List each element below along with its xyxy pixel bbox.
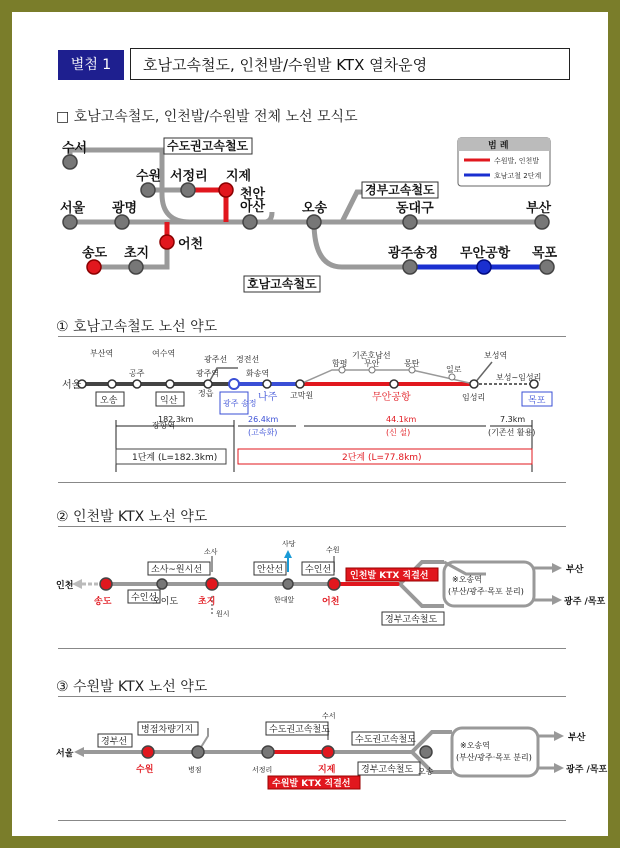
station-marker-mokpo xyxy=(540,260,554,274)
s2-marker-oido xyxy=(157,579,167,589)
s2-label-busan: 부산 xyxy=(566,565,584,575)
s3-label-seoul: 서울 xyxy=(56,749,74,759)
s1-dist-1: 182.3km xyxy=(158,415,194,424)
s3-marker-suwon xyxy=(142,746,154,758)
label-gwangmyeong: 광명 xyxy=(112,201,138,216)
label-eocheon: 어천 xyxy=(178,237,204,252)
station-marker-seoul xyxy=(63,215,77,229)
label-osong: 오송 xyxy=(302,201,328,216)
s1-dist-3-note: (신 설) xyxy=(386,428,411,437)
s2-marker-joji xyxy=(206,578,218,590)
station-marker-osong xyxy=(307,215,321,229)
s2-label-osong-note1: ※오송역 xyxy=(452,575,482,584)
label-muangonghang: 무안공항 xyxy=(460,246,511,261)
station-marker-gwangmyeong xyxy=(115,215,129,229)
overall-network-diagram xyxy=(12,12,608,312)
station-marker-dongdaegu xyxy=(403,215,417,229)
s3-label-osong: 오송 xyxy=(418,767,434,776)
s1-marker-iksan xyxy=(166,380,174,388)
s2-label-sadang: 사당 xyxy=(282,540,296,548)
document-title: 호남고속철도, 인천발/수원발 KTX 열차운영 xyxy=(130,48,570,80)
label-jije: 지제 xyxy=(226,169,252,184)
s1-marker-gwangjusongjeong xyxy=(229,379,239,389)
s3-label-jije: 지제 xyxy=(318,765,336,775)
station-marker-jije xyxy=(219,183,233,197)
s2-label-sosa-wonsi: 소사~원시선 xyxy=(151,565,203,575)
s2-label-sosa: 소사 xyxy=(204,548,218,556)
label-suseo: 수서 xyxy=(62,141,88,156)
station-marker-joji xyxy=(129,260,143,274)
s3-label-byeongjeom: 병점 xyxy=(188,766,202,774)
label-mokpo: 목포 xyxy=(532,246,558,261)
s3-label-busan: 부산 xyxy=(568,733,586,743)
s3-label-byeongjeom-depot: 병점차량기지 xyxy=(141,725,194,735)
s2-label-osong-note2: (부산/광주·목포 분리) xyxy=(448,587,524,596)
s1-label-janghangyeok: 장항역 xyxy=(152,421,176,430)
s3-label-seojeongri: 서정리 xyxy=(252,766,273,774)
s2-label-incheon: 인천 xyxy=(56,581,74,591)
s1-label-hwasongyeok: 화송역 xyxy=(246,369,270,378)
s1-label-yeosuyeok: 여수역 xyxy=(152,349,176,358)
s1-dist-2: 26.4km xyxy=(248,415,279,424)
s2-label-oido: 오이도 xyxy=(152,597,179,607)
s1-dist-4: 7.3km xyxy=(500,415,526,424)
label-asan: 아산 xyxy=(240,200,266,215)
s2-label-wonsi: 원시 xyxy=(216,610,230,618)
station-marker-suseo xyxy=(63,155,77,169)
label-songdo: 송도 xyxy=(82,246,108,261)
s1-dist-2-note: (고속화) xyxy=(248,428,278,437)
s1-label-gongju: 공주 xyxy=(129,369,145,378)
label-busan: 부산 xyxy=(526,201,552,216)
label-seojeongri: 서정리 xyxy=(170,169,208,184)
s1-label-muangonghang: 무안공항 xyxy=(372,392,411,403)
s1-marker-gomagwon xyxy=(296,380,304,388)
s2-label-handaeap: 한대앞 xyxy=(274,596,295,604)
s1-dist-4-note: (기존선 활용) xyxy=(488,428,536,437)
s1-marker-naju xyxy=(263,380,271,388)
s2-label-suinseon: 수인선 xyxy=(131,593,158,603)
s2-label-suinseon2: 수인선 xyxy=(305,565,332,575)
s2-label-gyeongbu: 경부고속철도 xyxy=(385,615,438,625)
legend-title: 범 례 xyxy=(488,141,509,151)
station-marker-muangonghang xyxy=(477,260,491,274)
section1-bottom-divider xyxy=(58,482,566,483)
label-cheonan: 천안 xyxy=(240,187,266,202)
document-page xyxy=(12,12,608,836)
s1-dist-3: 44.1km xyxy=(386,415,417,424)
s1-label-gyeongjeonseon: 경전선 xyxy=(236,355,260,364)
section2-heading: ② 인천발 KTX 노선 약도 xyxy=(56,509,208,525)
section2-bottom-divider xyxy=(58,648,566,649)
s3-marker-osong xyxy=(420,746,432,758)
station-marker-songdo xyxy=(87,260,101,274)
s3-label-gyeongbu: 경부고속철도 xyxy=(361,765,414,775)
s2-label-connector: 인천발 KTX 직결선 xyxy=(350,571,429,581)
s2-label-gwangju-mokpo: 광주 /목포 xyxy=(564,597,606,607)
s1-label-gwangjusongjeong: 광주 송정 xyxy=(223,399,257,408)
s3-marker-seojeongri xyxy=(262,746,274,758)
s3-label-sudogwon: 수도권고속철도 xyxy=(269,725,330,735)
s1-label-seoul: 서울 xyxy=(62,380,82,391)
s1-label-gwangjuseon: 광주선 xyxy=(204,355,228,364)
label-dongdaegu: 동대구 xyxy=(396,201,434,216)
s3-label-connector: 수원발 KTX 직결선 xyxy=(272,779,351,789)
s1-marker-imseongri xyxy=(470,380,478,388)
s1-phase1: 1단계 (L=182.3km) xyxy=(132,453,218,463)
attachment-tag: 별첨 1 xyxy=(58,50,124,80)
section1-heading: ① 호남고속철도 노선 약도 xyxy=(56,319,218,335)
s2-marker-handaeap xyxy=(283,579,293,589)
station-marker-seojeongri xyxy=(181,183,195,197)
s1-label-mongtan: 몽탄 xyxy=(404,359,420,368)
s1-marker-osong xyxy=(108,380,116,388)
s1-marker-muangonghang xyxy=(390,380,398,388)
s2-label-suwon: 수원 xyxy=(326,546,340,554)
s1-label-osong: 오송 xyxy=(100,396,118,406)
label-gyeongbu-line: 경부고속철도 xyxy=(365,183,435,197)
legend xyxy=(458,138,550,186)
s1-marker-gongju xyxy=(133,380,141,388)
section3-heading: ③ 수원발 KTX 노선 약도 xyxy=(56,679,208,695)
s1-label-muan: 무안 xyxy=(364,359,380,368)
s1-label-mokpo: 목포 xyxy=(528,396,546,406)
s1-label-iksan: 익산 xyxy=(160,396,178,406)
label-sudogwon-line: 수도권고속철도 xyxy=(167,139,249,153)
s2-label-joji: 초지 xyxy=(198,597,216,607)
s2-label-ansanseon: 안산선 xyxy=(257,565,284,575)
station-marker-eocheon xyxy=(160,235,174,249)
station-marker-suwon xyxy=(141,183,155,197)
s1-label-busanyeok: 부산역 xyxy=(90,349,114,358)
s1-label-illo: 일로 xyxy=(446,365,462,374)
s2-marker-songdo xyxy=(100,578,112,590)
s1-label-gijonhonam: 기존호남선 xyxy=(352,351,391,360)
section3-bottom-divider xyxy=(58,820,566,821)
s3-label-suseo: 수서 xyxy=(322,712,336,720)
s1-phase2: 2단계 (L=77.8km) xyxy=(342,453,422,463)
s1-label-imseongri: 임성리 xyxy=(462,393,486,402)
s1-label-bosong: 보성~임성리 xyxy=(496,373,542,382)
section0-heading: □ 호남고속철도, 인천발/수원발 전체 노선 모식도 xyxy=(56,109,358,125)
s1-label-boseongyeok: 보성역 xyxy=(484,351,508,360)
s3-label-gyeongbuseon: 경부선 xyxy=(101,737,128,747)
s1-label-jeongeup: 정읍 xyxy=(198,389,214,398)
legend-item-red: 수원발, 인천발 xyxy=(494,157,540,165)
s3-label-sudogwon2: 수도권고속철도 xyxy=(355,735,416,745)
s1-label-naju: 나주 xyxy=(258,392,278,403)
s3-marker-jije xyxy=(322,746,334,758)
s1-label-gwangjuyeok: 광주역 xyxy=(196,369,220,378)
s3-marker-byeongjeom xyxy=(192,746,204,758)
label-honam-line: 호남고속철도 xyxy=(247,277,317,291)
s3-label-suwon: 수원 xyxy=(136,765,154,775)
suwon-ktx-diagram xyxy=(12,692,608,822)
s2-label-eocheon: 어천 xyxy=(322,597,340,607)
label-gwangjusongjeong: 광주송정 xyxy=(388,246,439,261)
s2-marker-eocheon xyxy=(328,578,340,590)
s2-label-songdo: 송도 xyxy=(94,597,112,607)
station-marker-cheonan xyxy=(243,215,257,229)
honam-line-diagram xyxy=(12,332,608,482)
label-seoul: 서울 xyxy=(60,201,86,216)
s1-label-gomagwon: 고막원 xyxy=(290,391,314,400)
s3-label-osong-note2: (부산/광주·목포 분리) xyxy=(456,753,532,762)
station-marker-gwangjusongjeong xyxy=(403,260,417,274)
s1-label-hampyeong: 함평 xyxy=(332,359,348,368)
legend-item-blue: 호남고철 2단계 xyxy=(494,172,542,180)
label-joji: 초지 xyxy=(124,246,150,261)
station-marker-busan xyxy=(535,215,549,229)
label-suwon: 수원 xyxy=(136,169,162,184)
s3-label-gwangju-mokpo: 광주 /목포 xyxy=(566,765,608,775)
s1-marker-jeongeup xyxy=(204,380,212,388)
s3-label-osong-note1: ※오송역 xyxy=(460,741,490,750)
incheon-ktx-diagram xyxy=(12,522,608,642)
